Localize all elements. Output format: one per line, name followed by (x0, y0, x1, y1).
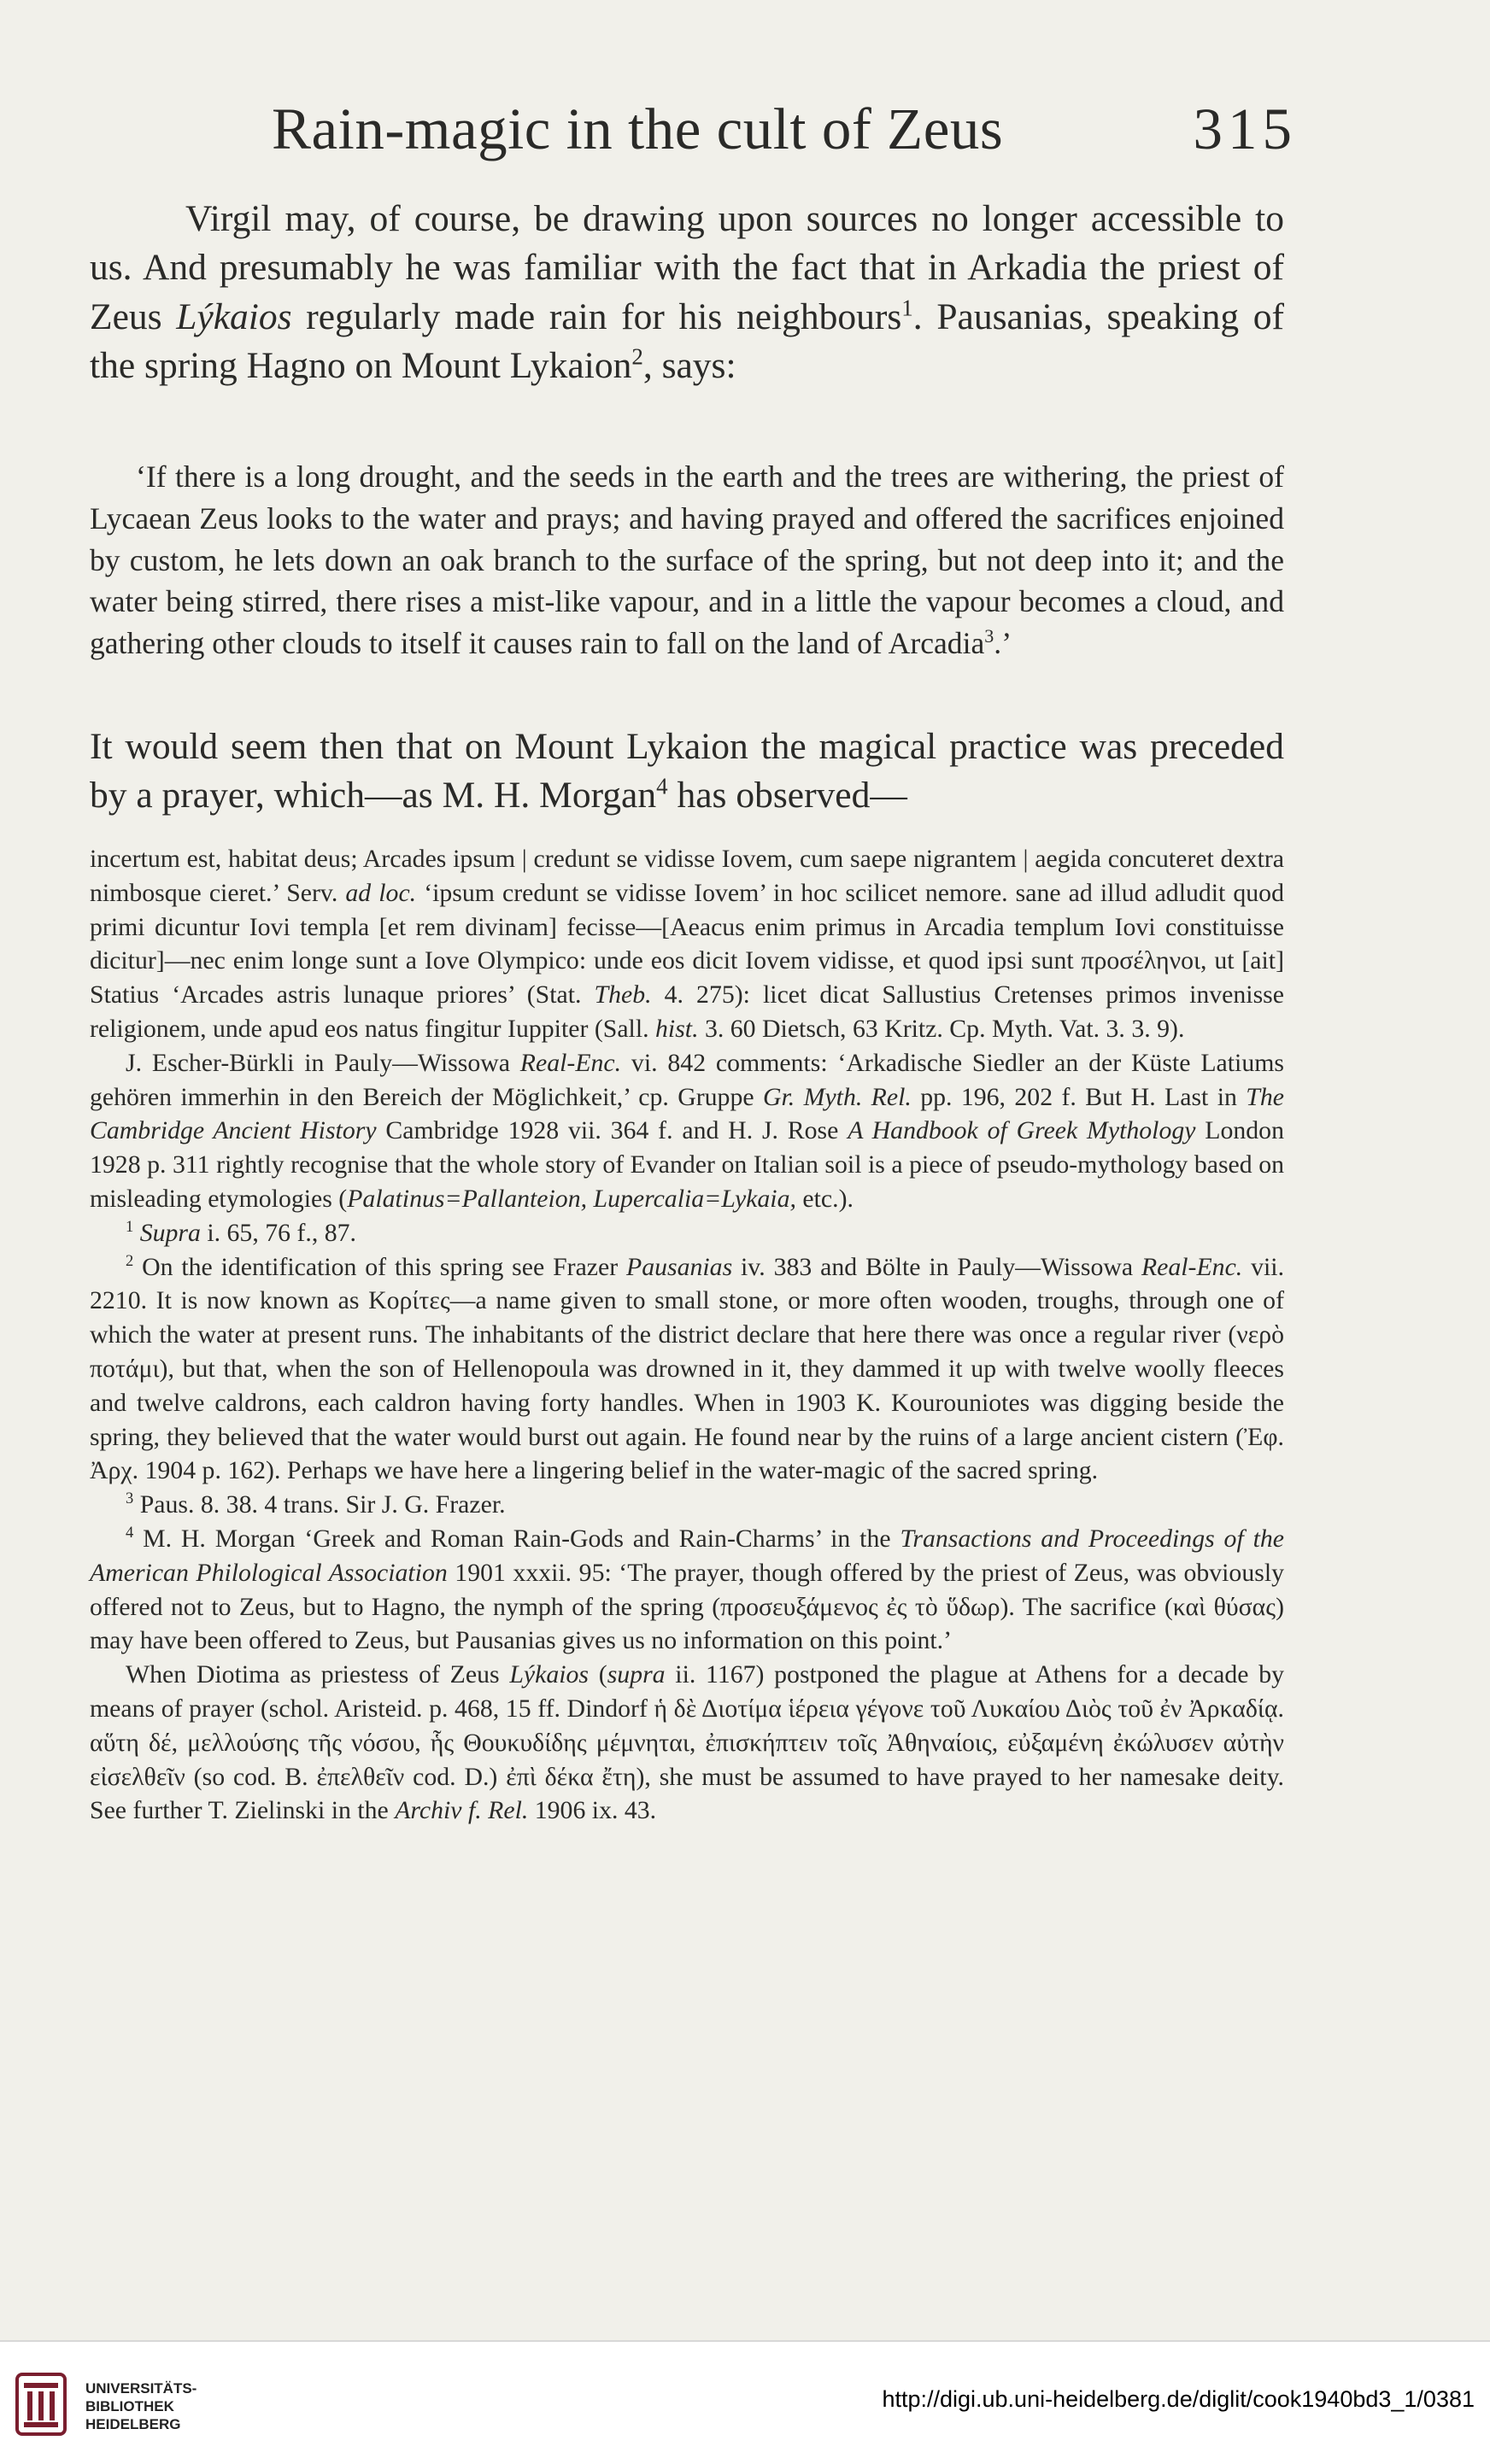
text: has observed— (667, 775, 907, 816)
body-paragraph-2 (90, 723, 1284, 821)
italic-text: ad loc. (345, 878, 417, 907)
italic-text: Lýkaios (509, 1660, 590, 1689)
italic-text: A Handbook of Greek Mythology (848, 1116, 1196, 1145)
running-header (272, 96, 1297, 173)
italic-text: supra (607, 1660, 666, 1689)
footnote-continued (90, 842, 1284, 1046)
permalink-url[interactable]: http://digi.ub.uni-heidelberg.de/diglit/cook1940bd3_1/0381 (882, 2386, 1475, 2412)
university-library-logo-icon (15, 2373, 67, 2436)
italic-text: Archiv f. Rel. (395, 1796, 529, 1825)
digitization-footer (0, 2340, 1490, 2464)
text: 3. 60 Dietsch, 63 Kritz. Cp. Myth. Vat. 3. 3. 9). (698, 1014, 1185, 1043)
page-number: 315 (1193, 97, 1297, 161)
text: vii. 2210. It is now known as Κορίτες—a name given to small stone, or more often wooden, troughs, through one of which the water at present runs. The inhabitants of the district declare that here there was once a regular river (νερὸ ποτάμι), but that, when the son of Hellenopoula was drowned in it, they dammed it up with twelve woolly fleeces and twelve caldrons, each caldron having forty handles. When in 1903 K. Kourouniotes was digging beside the spring, they believed that the water would burst out again. He found near by the ruins of a large ancient cistern (Ἐφ. Ἀρχ. 1904 p. 162). Perhaps we have here a lingering belief in the water-magic of the sacred spring. (90, 1252, 1285, 1485)
footnote-continued-2 (90, 1046, 1284, 1216)
text: It would seem then that on Mount Lykaion the magical practice was preceded by a prayer, which—as M. H. Morgan (90, 726, 1284, 816)
footnote-3 (90, 1488, 1284, 1522)
text: ‘ipsum credunt se vidisse Iovem’ in hoc scilicet nemore. sane ad illud adludit quod primi dicuntur Iovi templa [et rem divinam] fecisse—[Aeacus enim primus in Arcadia templum Iovi constituisse dicitur]—nec enim longe sunt a Iove Olympico: unde eos dicit Iovem vidisse, et quod ipsi sunt προσέληνοι, ut [ait] Statius ‘Arcades astris lunaque priores’ (Stat. (90, 878, 1285, 1010)
text: London 1928 p. 311 rightly recognise that the whole story of Evander on Italian soil is a piece of pseudo-mythology based on misleading etymologies ( (90, 1116, 1284, 1213)
italic-text: Pausanias (626, 1252, 733, 1281)
italic-text: Transactions and Proceedings of the American Philological Association (90, 1524, 1285, 1587)
paragraph (90, 723, 1284, 821)
paragraph (90, 195, 1284, 390)
footnote-ref: 4 (656, 773, 668, 799)
text: incertum est, habitat deus; Arcades ipsum | credunt se vidisse Iovem, cum saepe nigrantem | aegida concuteret dextra nimbosque cieret.’ Serv. (90, 845, 1284, 907)
footnote-ref: 1 (901, 295, 913, 321)
text: ii. 1167) postponed the plague at Athens for a decade by means of prayer (schol. Aristeid. p. 468, 15 ff. Dindorf ἡ δὲ Διοτίμα ἱέρεια γέγονε τοῦ Λυκαίου Διὸς τοῦ ἐν Ἀρκαδίᾳ. αὕτη δέ, μελλούσης τῆς νόσου, ἧς Θουκυδίδης μέμνηται, ἐπισκήπτειν τοῖς Ἀθηναίοις, εὐξαμένη ἐκώλυσεν αὐτὴν εἰσελθεῖν (so cod. B. ἐπελθεῖν cod. D.) ἐπὶ δέκα ἔτη), she must be assumed to have prayed to her namesake deity. See further T. Zielinski in the (90, 1660, 1284, 1825)
text: Cambridge 1928 vii. 364 f. and H. J. Rose (376, 1116, 848, 1145)
italic-text: Supra (139, 1218, 201, 1247)
text: 1906 ix. 43. (528, 1796, 657, 1825)
text: , says: (642, 344, 736, 386)
italic-text: Lýkaios (176, 296, 292, 337)
italic-text: The Cambridge Ancient History (90, 1082, 1284, 1145)
text: 4. 275): licet dicat Sallustius Cretenses primos invenisse religionem, unde apud eos natus fingitur Iuppiter (Sall. (90, 980, 1284, 1043)
italic-text: Palatinus=Pallanteion, Lupercalia=Lykaia, (347, 1184, 796, 1213)
footnote-ref: 3 (984, 625, 994, 647)
footnote-4 (90, 1522, 1284, 1658)
footnote-number: 1 (126, 1217, 134, 1235)
footnote-number: 2 (126, 1251, 134, 1269)
footnote-1 (90, 1216, 1284, 1250)
text: vi. 842 comments: ‘Arkadische Siedler an der Küste Latiums gehören immerhin in den Bereich der Möglichkeit,’ cp. Gruppe (90, 1048, 1284, 1111)
italic-text: Gr. Myth. Rel. (762, 1082, 912, 1111)
text: Virgil may, of course, be drawing upon sources no longer accessible to us. And presumably he was familiar with the fact that in Arkadia the priest of Zeus (90, 198, 1284, 337)
text: When Diotima as priestess of Zeus (126, 1660, 510, 1689)
block-quote (90, 456, 1284, 664)
text: . Pausanias, speaking of the spring Hagno on Mount Lykaion (90, 296, 1284, 386)
text: J. Escher-Bürkli in Pauly—Wissowa (126, 1048, 520, 1077)
footnote-4-continued (90, 1658, 1284, 1828)
text: etc.). (795, 1184, 854, 1213)
text: On the identification of this spring see Frazer (142, 1252, 627, 1281)
text: iv. 383 and Bölte in Pauly—Wissowa (732, 1252, 1141, 1281)
text: regularly made rain for his neighbours (291, 296, 902, 337)
library-name-line: BIBLIOTHEK (85, 2398, 174, 2414)
italic-text: hist. (655, 1014, 699, 1043)
running-title: Rain-magic in the cult of Zeus (272, 97, 1004, 161)
library-name (85, 2379, 197, 2433)
quote-paragraph (90, 456, 1284, 664)
library-name-line: UNIVERSITÄTS- (85, 2380, 197, 2397)
text: .’ (994, 626, 1012, 661)
footnote-number: 4 (126, 1524, 134, 1542)
text: M. H. Morgan ‘Greek and Roman Rain-Gods and Rain-Charms’ in the (143, 1524, 900, 1553)
footnotes (90, 842, 1284, 1828)
footnote-2 (90, 1250, 1284, 1489)
italic-text: Real-Enc. (519, 1048, 622, 1077)
text: ( (589, 1660, 607, 1689)
italic-text: Real-Enc. (1141, 1252, 1243, 1281)
italic-text: Theb. (594, 980, 652, 1010)
footnote-ref: 2 (631, 343, 643, 370)
body-paragraph-1 (90, 195, 1284, 390)
footnote-number: 3 (126, 1490, 134, 1507)
text: Paus. 8. 38. 4 trans. Sir J. G. Frazer. (139, 1490, 506, 1519)
library-name-line: HEIDELBERG (85, 2416, 181, 2432)
text: i. 65, 76 f., 87. (200, 1218, 356, 1247)
text: pp. 196, 202 f. But H. Last in (911, 1082, 1247, 1111)
text: 1901 xxxii. 95: ‘The prayer, though offered by the priest of Zeus, was obviously offered not to Zeus, but to Hagno, the nymph of the spring (προσευξάμενος ἐς τὸ ὕδωρ). The sacrifice (καὶ θύσας) may have been offered to Zeus, but Pausanias gives us no information on this point.’ (90, 1558, 1284, 1655)
quote-text: ‘If there is a long drought, and the seeds in the earth and the trees are withering, the priest of Lycaean Zeus looks to the water and prays; and having prayed and offered the sacrifices enjoined by custom, he lets down an oak branch to the surface of the spring, but not deep into it; and the water being stirred, there rises a mist-like vapour, and in a little the vapour becomes a cloud, and gathering other clouds to itself it causes rain to fall on the land of Arcadia (90, 459, 1284, 661)
